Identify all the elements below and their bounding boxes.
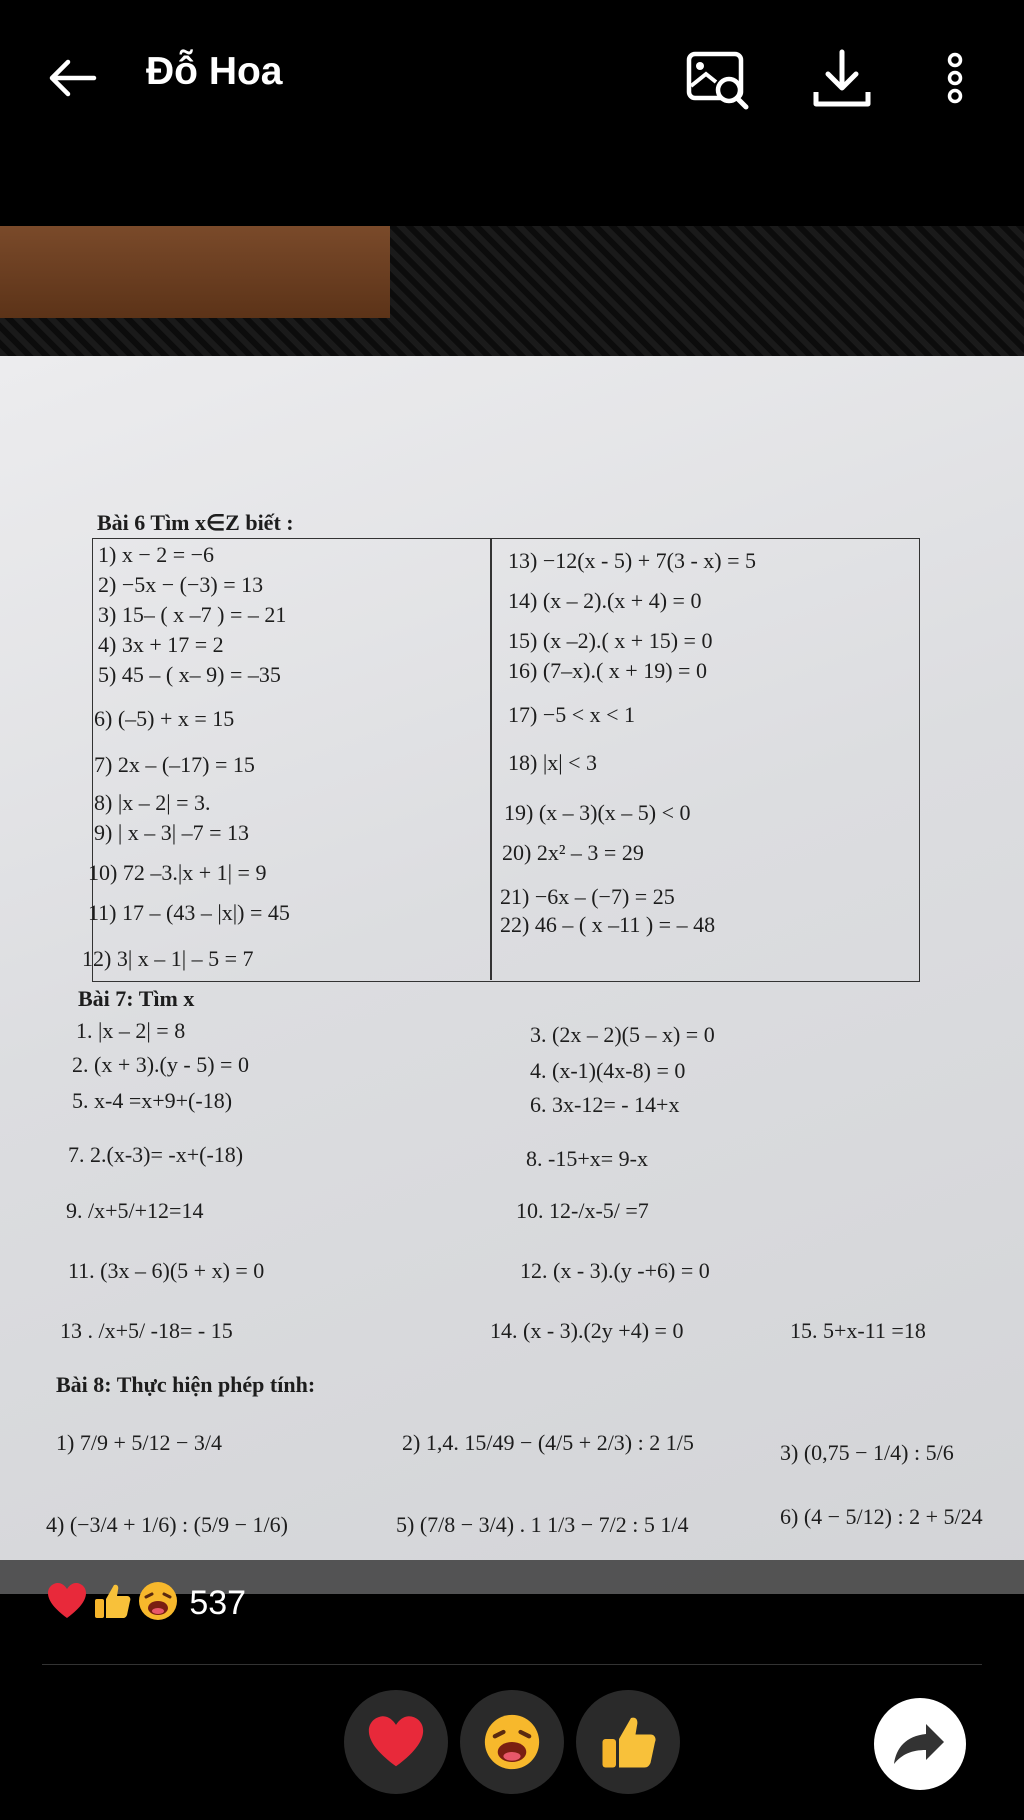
bai7-item: 14. (x - 3).(2y +4) = 0 <box>490 1318 684 1343</box>
bai7-item: 10. 12-/x-5/ =7 <box>516 1198 649 1223</box>
photo[interactable] <box>0 226 1024 1594</box>
top-bar <box>0 0 1024 150</box>
bai8-item: 1) 7/9 + 5/12 − 3/4 <box>56 1430 222 1455</box>
bai6-item: 21) −6x – (−7) = 25 <box>500 884 675 909</box>
bai7-item: 1. |x – 2| = 8 <box>76 1018 186 1043</box>
bai6-item: 13) −12(x - 5) + 7(3 - x) = 5 <box>508 548 757 573</box>
bai6-item: 16) (7–x).( x + 19) = 0 <box>508 658 707 683</box>
more-options-icon[interactable] <box>940 46 970 114</box>
bai7-item: 2. (x + 3).(y - 5) = 0 <box>72 1052 249 1077</box>
bai7-item: 9. /x+5/+12=14 <box>66 1198 204 1223</box>
bai6-item: 9) | x – 3| –7 = 13 <box>94 820 250 845</box>
worksheet-paper <box>0 356 1024 1594</box>
bai6-item: 6) (–5) + x = 15 <box>94 706 235 731</box>
bai6-item: 17) −5 < x < 1 <box>508 702 636 727</box>
bai7-item: 15. 5+x-11 =18 <box>790 1318 926 1343</box>
bai8-item: 5) (7/8 − 3/4) . 1 1/3 − 7/2 : 5 1/4 <box>396 1512 689 1537</box>
bai6-item: 12) 3| x – 1| – 5 = 7 <box>82 946 254 971</box>
bai6-item: 10) 72 –3.|x + 1| = 9 <box>88 860 267 885</box>
share-button[interactable] <box>874 1698 966 1790</box>
thumbs-up-icon <box>598 1712 658 1772</box>
bai6-item: 22) 46 – ( x –11 ) = – 48 <box>500 912 716 937</box>
bai8-item: 4) (−3/4 + 1/6) : (5/9 − 1/6) <box>46 1512 288 1537</box>
bai8-item: 2) 1,4. 15/49 − (4/5 + 2/3) : 2 1/5 <box>402 1430 694 1455</box>
bai8-title: Bài 8: Thực hiện phép tính: <box>56 1372 316 1397</box>
bai6-item: 19) (x – 3)(x – 5) < 0 <box>504 800 691 825</box>
bai7-item: 8. -15+x= 9-x <box>526 1146 648 1171</box>
heart-reaction-icon <box>46 1581 88 1626</box>
divider <box>42 1664 982 1665</box>
table-divider <box>490 538 492 980</box>
bai7-title: Bài 7: Tìm x <box>78 986 195 1011</box>
like-reaction-button[interactable] <box>576 1690 680 1794</box>
bai6-item: 14) (x – 2).(x + 4) = 0 <box>508 588 702 613</box>
bai6-title: Bài 6 Tìm x∈Z biết : <box>97 510 294 535</box>
back-arrow-icon[interactable] <box>44 50 100 106</box>
bai7-item: 3. (2x – 2)(5 – x) = 0 <box>530 1022 715 1047</box>
thumbs-up-reaction-icon <box>92 1581 132 1626</box>
reaction-summary[interactable] <box>46 1580 246 1624</box>
heart-reaction-button[interactable] <box>344 1690 448 1794</box>
laugh-reaction-button[interactable] <box>460 1690 564 1794</box>
reaction-count: 537 <box>189 1584 247 1622</box>
bai6-item: 5) 45 – ( x– 9) = –35 <box>98 662 281 687</box>
download-icon[interactable] <box>808 46 876 114</box>
bai7-item: 13 . /x+5/ -18= - 15 <box>60 1318 233 1343</box>
image-search-icon[interactable] <box>684 46 752 114</box>
bai6-item: 2) −5x − (−3) = 13 <box>98 572 264 597</box>
bai8-item: 6) (4 − 5/12) : 2 + 5/24 <box>780 1504 983 1529</box>
bai7-item: 11. (3x – 6)(5 + x) = 0 <box>68 1258 265 1283</box>
bai7-item: 4. (x-1)(4x-8) = 0 <box>530 1058 686 1083</box>
bai6-item: 15) (x –2).( x + 15) = 0 <box>508 628 713 653</box>
bai6-item: 20) 2x² – 3 = 29 <box>502 840 644 865</box>
bai7-item: 12. (x - 3).(y -+6) = 0 <box>520 1258 710 1283</box>
share-arrow-icon <box>874 1698 966 1790</box>
wooden-table <box>0 226 390 318</box>
page-title: Đỗ Hoa <box>146 50 283 93</box>
bai8-item: 3) (0,75 − 1/4) : 5/6 <box>780 1440 954 1465</box>
bai7-item: 5. x-4 =x+9+(-18) <box>72 1088 233 1113</box>
bai6-item: 8) |x – 2| = 3. <box>94 790 211 815</box>
laughing-reaction-icon <box>137 1580 179 1627</box>
heart-icon <box>366 1712 426 1772</box>
bai6-item: 11) 17 – (43 – |x|) = 45 <box>88 900 290 925</box>
bai6-item: 1) x − 2 = −6 <box>98 542 215 567</box>
bai7-item: 7. 2.(x-3)= -x+(-18) <box>68 1142 244 1167</box>
bai6-item: 7) 2x – (–17) = 15 <box>94 752 255 777</box>
bai6-item: 3) 15– ( x –7 ) = – 21 <box>98 602 287 627</box>
bai6-item: 4) 3x + 17 = 2 <box>98 632 224 657</box>
laughing-face-icon <box>482 1712 542 1772</box>
bai7-item: 6. 3x-12= - 14+x <box>530 1092 680 1117</box>
bai6-item: 18) |x| < 3 <box>508 750 598 775</box>
